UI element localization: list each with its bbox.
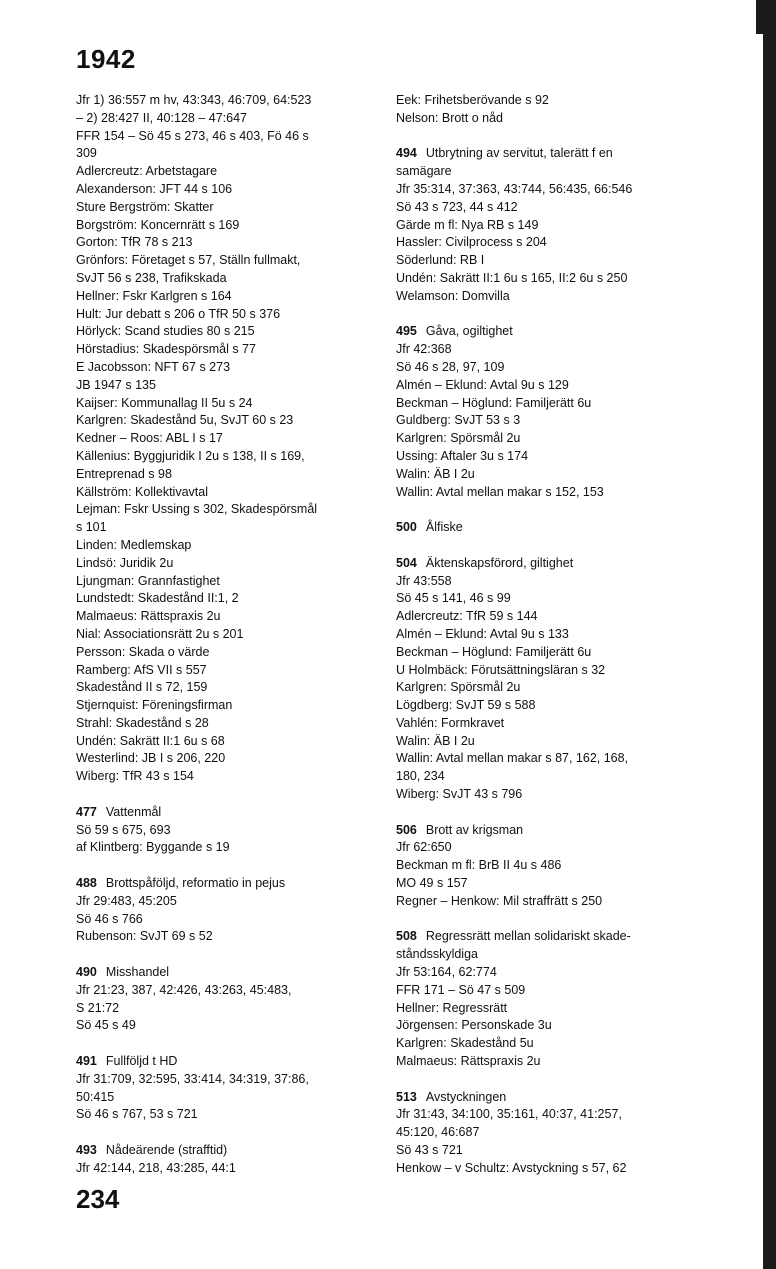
entry-line — [396, 1000, 688, 1018]
entry-line — [396, 1053, 688, 1071]
entry-text: Jfr 21:23, 387, 42:426, 43:263, 45:483, — [76, 982, 292, 997]
entry-line — [76, 662, 368, 680]
entry-text: FFR 171 – Sö 47 s 509 — [396, 982, 526, 997]
entry-line — [76, 466, 368, 484]
entry-text: Utbrytning av servitut, talerätt f en — [425, 146, 613, 161]
entry-number: 494 — [396, 146, 417, 161]
entry-text: Sture Bergström: Skatter — [76, 199, 214, 214]
entry-title — [396, 145, 688, 163]
page-number: 234 — [76, 1184, 120, 1214]
entry-text: Källström: Kollektivavtal — [76, 484, 208, 499]
entry-title — [76, 804, 368, 822]
entry-line — [76, 1017, 368, 1035]
entry-text: Grönfors: Företaget s 57, Ställn fullmakt, — [76, 253, 301, 268]
entry-number: 493 — [76, 1143, 97, 1158]
entry-text: Regner – Henkow: Mil straffrätt s 250 — [396, 893, 603, 908]
entry-text: Borgström: Koncernrätt s 169 — [76, 217, 240, 232]
entry-line — [76, 1071, 368, 1089]
index-entry — [396, 519, 688, 537]
entry-line — [76, 288, 368, 306]
entry-text: s 101 — [76, 520, 107, 535]
index-entry — [396, 822, 688, 911]
entry-text: Hellner: Regressrätt — [396, 1000, 508, 1015]
entry-text: Hult: Jur debatt s 206 o TfR 50 s 376 — [76, 306, 281, 321]
entry-line — [76, 697, 368, 715]
entry-line — [76, 217, 368, 235]
entry-line — [396, 626, 688, 644]
index-entry — [396, 555, 688, 804]
entry-line — [396, 1142, 688, 1160]
entry-line — [76, 573, 368, 591]
entry-line — [76, 733, 368, 751]
entry-text: Lindsö: Juridik 2u — [76, 555, 174, 570]
index-entry — [396, 92, 688, 128]
entry-text: Beckman – Höglund: Familjerätt 6u — [396, 395, 592, 410]
entry-line — [396, 644, 688, 662]
entry-text: Ramberg: AfS VII s 557 — [76, 662, 207, 677]
entry-text: Lögdberg: SvJT 59 s 588 — [396, 698, 536, 713]
entry-line — [396, 448, 688, 466]
entry-text: Beckman – Höglund: Familjerätt 6u — [396, 644, 592, 659]
entry-line — [396, 430, 688, 448]
entry-line — [396, 590, 688, 608]
entry-line — [396, 1124, 688, 1142]
entry-text: Ålfiske — [425, 520, 463, 535]
entry-text: Kedner – Roos: ABL I s 17 — [76, 431, 223, 446]
entry-line — [76, 323, 368, 341]
entry-text: SvJT 56 s 238, Trafikskada — [76, 270, 227, 285]
entry-number: 513 — [396, 1089, 417, 1104]
entry-text: Lundstedt: Skadestånd II:1, 2 — [76, 591, 239, 606]
entry-text: Kaijser: Kommunallag II 5u s 24 — [76, 395, 253, 410]
entry-text: Gärde m fl: Nya RB s 149 — [396, 217, 539, 232]
entry-text: Sö 45 s 49 — [76, 1018, 136, 1033]
entry-line — [76, 181, 368, 199]
entry-line — [76, 501, 368, 519]
entry-line — [396, 199, 688, 217]
entry-text: Jfr 35:314, 37:363, 43:744, 56:435, 66:546 — [396, 181, 633, 196]
entry-number: 491 — [76, 1054, 97, 1069]
entry-text: Westerlind: JB I s 206, 220 — [76, 751, 226, 766]
entry-line — [76, 519, 368, 537]
entry-line — [396, 964, 688, 982]
scan-edge — [763, 0, 776, 1269]
entry-text: Jfr 42:368 — [396, 342, 452, 357]
entry-line — [76, 537, 368, 555]
entry-line — [76, 377, 368, 395]
entry-text: Adlercreutz: TfR 59 s 144 — [396, 609, 538, 624]
entry-title — [76, 875, 368, 893]
entry-number: 506 — [396, 822, 417, 837]
entry-line — [76, 430, 368, 448]
entry-text: S 21:72 — [76, 1000, 120, 1015]
entry-title — [76, 1053, 368, 1071]
entry-text: U Holmbäck: Förutsättningsläran s 32 — [396, 662, 606, 677]
entry-text: Almén – Eklund: Avtal 9u s 133 — [396, 626, 569, 641]
entry-line — [76, 911, 368, 929]
entry-text: Walin: ÄB I 2u — [396, 466, 475, 481]
entry-text: Karlgren: Spörsmål 2u — [396, 680, 521, 695]
entry-line — [76, 252, 368, 270]
entry-text: Eek: Frihetsberövande s 92 — [396, 93, 549, 107]
entry-number: 490 — [76, 965, 97, 980]
entry-line — [396, 110, 688, 128]
entry-line — [396, 679, 688, 697]
entry-line — [76, 679, 368, 697]
entry-text: Regressrätt mellan solidariskt skade- — [425, 929, 631, 944]
entry-line — [76, 555, 368, 573]
entry-number: 500 — [396, 520, 417, 535]
entry-text: JB 1947 s 135 — [76, 377, 156, 392]
entry-line — [76, 982, 368, 1000]
entry-text: Almén – Eklund: Avtal 9u s 129 — [396, 377, 569, 392]
entry-line — [76, 893, 368, 911]
index-entry — [76, 875, 368, 946]
entry-text: MO 49 s 157 — [396, 876, 468, 891]
entry-title — [396, 519, 688, 537]
entry-text: Fullföljd t HD — [105, 1054, 178, 1069]
entry-line — [76, 1089, 368, 1107]
entry-line — [76, 110, 368, 128]
entry-title — [396, 822, 688, 840]
entry-line — [396, 768, 688, 786]
entry-line — [396, 181, 688, 199]
entry-text: Rubenson: SvJT 69 s 52 — [76, 929, 213, 944]
index-entry — [396, 145, 688, 305]
entry-line — [76, 234, 368, 252]
entry-line — [396, 341, 688, 359]
left-column — [76, 92, 368, 1195]
entry-line — [76, 1160, 368, 1178]
entry-line — [396, 270, 688, 288]
entry-line — [396, 484, 688, 502]
entry-text: Karlgren: Skadestånd 5u, SvJT 60 s 23 — [76, 413, 294, 428]
entry-line — [76, 822, 368, 840]
entry-text: Hörlyck: Scand studies 80 s 215 — [76, 324, 255, 339]
index-entry — [76, 1053, 368, 1124]
entry-text: Gorton: TfR 78 s 213 — [76, 235, 193, 250]
entry-text: Ljungman: Grannfastighet — [76, 573, 220, 588]
entry-line — [396, 750, 688, 768]
entry-text: Undén: Sakrätt II:1 6u s 165, II:2 6u s 250 — [396, 270, 628, 285]
entry-line — [396, 1035, 688, 1053]
entry-line — [396, 412, 688, 430]
entry-line — [76, 199, 368, 217]
entry-text: Söderlund: RB I — [396, 253, 485, 268]
index-entry — [76, 92, 368, 786]
entry-line — [396, 875, 688, 893]
entry-number: 508 — [396, 929, 417, 944]
entry-line — [396, 573, 688, 591]
entry-text: Jfr 62:650 — [396, 840, 452, 855]
entry-line — [76, 928, 368, 946]
entry-text: Henkow – v Schultz: Avstyckning s 57, 62 — [396, 1160, 627, 1175]
entry-text: 50:415 — [76, 1089, 115, 1104]
entry-line — [76, 590, 368, 608]
entry-line — [76, 448, 368, 466]
entry-text: Sö 46 s 767, 53 s 721 — [76, 1107, 198, 1122]
entry-title — [76, 1142, 368, 1160]
entry-text: Malmaeus: Rättspraxis 2u — [76, 609, 221, 624]
entry-text: Brott av krigsman — [425, 822, 524, 837]
entry-line — [76, 626, 368, 644]
entry-line — [76, 359, 368, 377]
index-entry — [76, 1142, 368, 1178]
entry-text: Welamson: Domvilla — [396, 288, 510, 303]
entry-number: 477 — [76, 804, 97, 819]
entry-line — [76, 750, 368, 768]
entry-text: Sö 59 s 675, 693 — [76, 822, 171, 837]
entry-text: Stjernquist: Föreningsfirman — [76, 698, 233, 713]
entry-text: Jfr 29:483, 45:205 — [76, 893, 177, 908]
entry-line — [396, 733, 688, 751]
entry-text: Vattenmål — [105, 804, 162, 819]
entry-text: Wiberg: TfR 43 s 154 — [76, 769, 194, 784]
entry-text: Karlgren: Skadestånd 5u — [396, 1036, 534, 1051]
entry-text: Adlercreutz: Arbetstagare — [76, 164, 218, 179]
entry-text: ståndsskyldiga — [396, 947, 478, 962]
entry-text: Sö 43 s 721 — [396, 1143, 463, 1158]
entry-text: Hellner: Fskr Karlgren s 164 — [76, 288, 232, 303]
entry-line — [396, 662, 688, 680]
entry-line — [76, 92, 368, 110]
entry-line — [76, 145, 368, 163]
entry-text: Lejman: Fskr Ussing s 302, Skadespörsmål — [76, 502, 318, 517]
entry-text: Sö 46 s 28, 97, 109 — [396, 359, 505, 374]
entry-text: FFR 154 – Sö 45 s 273, 46 s 403, Fö 46 s — [76, 128, 309, 143]
entry-text: samägare — [396, 164, 452, 179]
entry-line — [396, 163, 688, 181]
entry-text: Källenius: Byggjuridik I 2u s 138, II s 169, — [76, 448, 305, 463]
entry-number: 488 — [76, 876, 97, 891]
index-entry — [396, 928, 688, 1070]
entry-text: 180, 234 — [396, 769, 445, 784]
entry-line — [396, 359, 688, 377]
entry-text: Guldberg: SvJT 53 s 3 — [396, 413, 521, 428]
entry-text: Hassler: Civilprocess s 204 — [396, 235, 547, 250]
entry-text: Ussing: Aftaler 3u s 174 — [396, 448, 529, 463]
entry-line — [396, 1017, 688, 1035]
entry-line — [396, 92, 688, 110]
entry-line — [76, 128, 368, 146]
entry-title — [396, 555, 688, 573]
entry-text: Nådeärende (strafftid) — [105, 1143, 228, 1158]
entry-text: Sö 46 s 766 — [76, 911, 143, 926]
entry-text: Alexanderson: JFT 44 s 106 — [76, 181, 233, 196]
entry-number: 495 — [396, 324, 417, 339]
entry-line — [396, 893, 688, 911]
entry-line — [396, 234, 688, 252]
entry-text: Beckman m fl: BrB II 4u s 486 — [396, 858, 562, 873]
entry-text: Skadestånd II s 72, 159 — [76, 680, 208, 695]
entry-text: Hörstadius: Skadespörsmål s 77 — [76, 342, 256, 357]
entry-text: Wiberg: SvJT 43 s 796 — [396, 787, 523, 802]
entry-text: Gåva, ogiltighet — [425, 324, 513, 339]
entry-line — [396, 697, 688, 715]
entry-line — [76, 839, 368, 857]
entry-text: Undén: Sakrätt II:1 6u s 68 — [76, 733, 225, 748]
entry-line — [76, 644, 368, 662]
entry-text: Misshandel — [105, 965, 170, 980]
entry-line — [396, 377, 688, 395]
entry-line — [396, 252, 688, 270]
entry-text: Entreprenad s 98 — [76, 466, 172, 481]
entry-line — [396, 608, 688, 626]
entry-text: E Jacobsson: NFT 67 s 273 — [76, 359, 231, 374]
entry-title — [396, 1089, 688, 1107]
entry-text: Malmaeus: Rättspraxis 2u — [396, 1054, 541, 1069]
entry-text: 309 — [76, 146, 97, 161]
right-column — [396, 92, 688, 1195]
entry-line — [396, 217, 688, 235]
entry-text: Karlgren: Spörsmål 2u — [396, 431, 521, 446]
index-entry — [396, 323, 688, 501]
entry-text: Jörgensen: Personskade 3u — [396, 1018, 552, 1033]
entry-line — [396, 1160, 688, 1178]
entry-line — [76, 270, 368, 288]
entry-line — [76, 163, 368, 181]
entry-line — [396, 715, 688, 733]
entry-line — [396, 839, 688, 857]
entry-title — [396, 928, 688, 946]
entry-text: Jfr 43:558 — [396, 573, 452, 588]
entry-title — [396, 323, 688, 341]
entry-line — [396, 288, 688, 306]
entry-text: Nial: Associationsrätt 2u s 201 — [76, 626, 244, 641]
entry-line — [76, 608, 368, 626]
entry-number: 504 — [396, 555, 417, 570]
entry-text: Walin: ÄB I 2u — [396, 733, 475, 748]
entry-line — [76, 395, 368, 413]
entry-line — [76, 1106, 368, 1124]
entry-line — [76, 768, 368, 786]
entry-line — [76, 715, 368, 733]
index-entry — [76, 964, 368, 1035]
entry-line — [396, 395, 688, 413]
entry-line — [396, 466, 688, 484]
entry-text: Persson: Skada o värde — [76, 644, 210, 659]
entry-line — [396, 1106, 688, 1124]
entry-text: Wallin: Avtal mellan makar s 152, 153 — [396, 484, 604, 499]
entry-line — [396, 982, 688, 1000]
entry-title — [76, 964, 368, 982]
page-year-heading: 1942 — [76, 44, 136, 74]
entry-text: af Klintberg: Byggande s 19 — [76, 840, 230, 855]
entry-text: Äktenskapsförord, giltighet — [425, 555, 574, 570]
entry-text: Sö 45 s 141, 46 s 99 — [396, 591, 511, 606]
entry-line — [396, 946, 688, 964]
entry-text: Sö 43 s 723, 44 s 412 — [396, 199, 518, 214]
entry-text: Jfr 31:709, 32:595, 33:414, 34:319, 37:86, — [76, 1071, 309, 1086]
entry-text: Strahl: Skadestånd s 28 — [76, 715, 209, 730]
entry-line — [76, 484, 368, 502]
entry-text: Jfr 53:164, 62:774 — [396, 965, 497, 980]
entry-text: Linden: Medlemskap — [76, 537, 192, 552]
entry-line — [396, 786, 688, 804]
entry-line — [76, 341, 368, 359]
entry-line — [396, 857, 688, 875]
entry-text: – 2) 28:427 II, 40:128 – 47:647 — [76, 110, 247, 125]
index-entry — [396, 1089, 688, 1178]
entry-text: Jfr 42:144, 218, 43:285, 44:1 — [76, 1160, 236, 1175]
entry-text: 45:120, 46:687 — [396, 1125, 480, 1140]
entry-text: Jfr 1) 36:557 m hv, 43:343, 46:709, 64:523 — [76, 93, 312, 107]
entry-text: Jfr 31:43, 34:100, 35:161, 40:37, 41:257, — [396, 1107, 622, 1122]
entry-line — [76, 412, 368, 430]
entry-text: Nelson: Brott o nåd — [396, 110, 504, 125]
entry-text: Vahlén: Formkravet — [396, 715, 505, 730]
entry-line — [76, 1000, 368, 1018]
entry-text: Avstyckningen — [425, 1089, 507, 1104]
index-entry — [76, 804, 368, 857]
entry-line — [76, 306, 368, 324]
entry-text: Brottspåföljd, reformatio in pejus — [105, 876, 286, 891]
entry-text: Wallin: Avtal mellan makar s 87, 162, 168, — [396, 751, 629, 766]
